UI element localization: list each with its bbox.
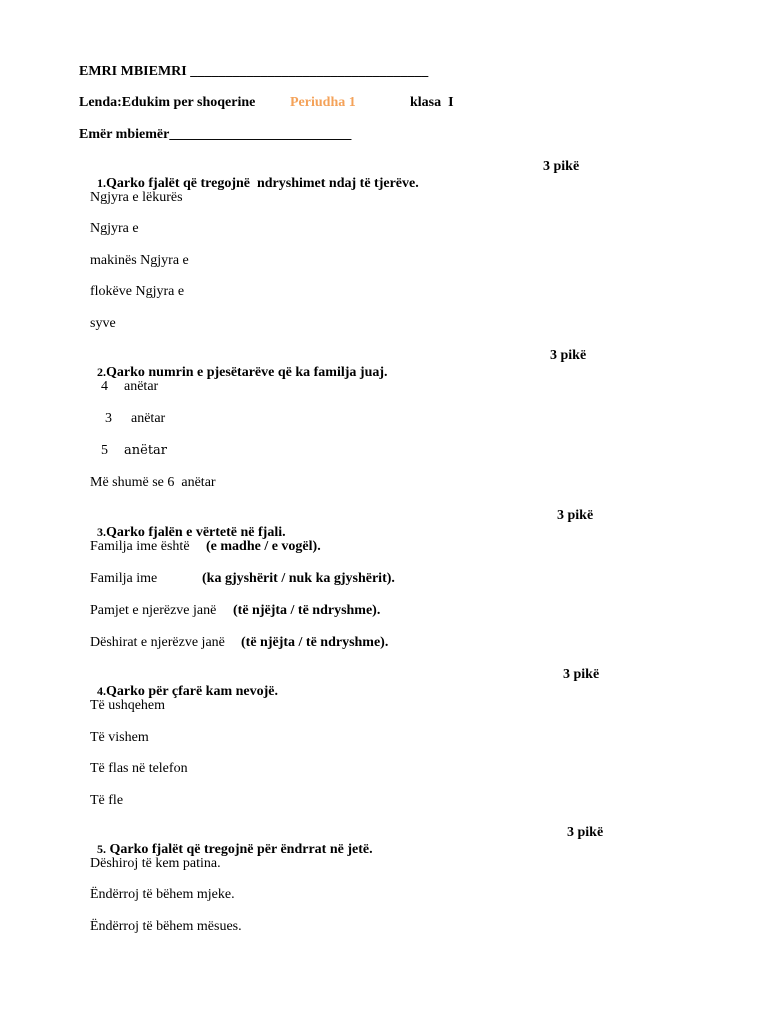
name-surname-line: EMRI MBIEMRI __________________________________ xyxy=(79,64,429,79)
question-1-title xyxy=(90,159,419,192)
answer-line: flokëve Ngjyra e xyxy=(90,284,185,299)
sentence-prefix: Familja ime është xyxy=(90,539,190,554)
option-number: 5 xyxy=(101,443,108,458)
question-2-title xyxy=(90,348,388,381)
name-surname-line-2: Emër mbiemër__________________________ xyxy=(79,127,352,142)
sentence-prefix: Dëshirat e njerëzve janë xyxy=(90,635,225,650)
question-number: 2. xyxy=(97,365,106,379)
sentence-choice: (e madhe / e vogël). xyxy=(206,539,321,554)
question-1-points: 3 pikë xyxy=(543,159,580,174)
question-5-title xyxy=(90,825,373,858)
class-label: klasa I xyxy=(410,95,454,110)
answer-line: Ngjyra e xyxy=(90,221,139,236)
answer-line: Ëndërroj të bëhem mësues. xyxy=(90,919,242,934)
option-number: 4 xyxy=(101,379,108,394)
period-label: Periudha 1 xyxy=(290,95,356,110)
question-number: 4. xyxy=(97,684,106,698)
answer-line: Të flas në telefon xyxy=(90,761,188,776)
question-3-title xyxy=(90,508,286,541)
answer-line: makinës Ngjyra e xyxy=(90,253,189,268)
answer-line: Ngjyra e lëkurës xyxy=(90,190,183,205)
answer-line: Ëndërroj të bëhem mjeke. xyxy=(90,887,235,902)
question-number: 5. xyxy=(97,842,106,856)
question-text: Qarko fjalën e vërtetë në fjali. xyxy=(106,525,286,540)
option-last: Më shumë se 6 anëtar xyxy=(90,475,216,490)
answer-line: Të ushqehem xyxy=(90,698,166,713)
question-3-points: 3 pikë xyxy=(557,508,594,523)
question-4-title xyxy=(90,667,278,700)
answer-line: syve xyxy=(90,316,116,331)
sentence-choice: (të njëjta / të ndryshme). xyxy=(241,635,389,650)
question-5-points: 3 pikë xyxy=(567,825,604,840)
answer-line: Të vishem xyxy=(90,730,149,745)
question-text: Qarko fjalët që tregojnë ndryshimet ndaj të tjerëve. xyxy=(106,176,419,191)
sentence-prefix: Pamjet e njerëzve janë xyxy=(90,603,217,618)
option-label: anëtar xyxy=(124,379,159,394)
sentence-choice: (ka gjyshërit / nuk ka gjyshërit). xyxy=(202,571,395,586)
question-text: Qarko numrin e pjesëtarëve që ka familja juaj. xyxy=(106,365,388,380)
option-label: anëtar xyxy=(131,411,166,426)
question-text: Qarko për çfarë kam nevojë. xyxy=(106,684,278,699)
option-label: anëtar xyxy=(124,443,168,458)
answer-line: Të fle xyxy=(90,793,124,808)
sentence-choice: (të njëjta / të ndryshme). xyxy=(233,603,381,618)
question-number: 3. xyxy=(97,525,106,539)
subject-label: Lenda:Edukim per shoqerine xyxy=(79,95,256,110)
question-2-points: 3 pikë xyxy=(550,348,587,363)
question-text: Qarko fjalët që tregojnë për ëndrrat në jetë. xyxy=(106,842,373,857)
sentence-prefix: Familja ime xyxy=(90,571,158,586)
option-number: 3 xyxy=(105,411,112,426)
question-number: 1. xyxy=(97,176,106,190)
answer-line: Dëshiroj të kem patina. xyxy=(90,856,221,871)
question-4-points: 3 pikë xyxy=(563,667,600,682)
